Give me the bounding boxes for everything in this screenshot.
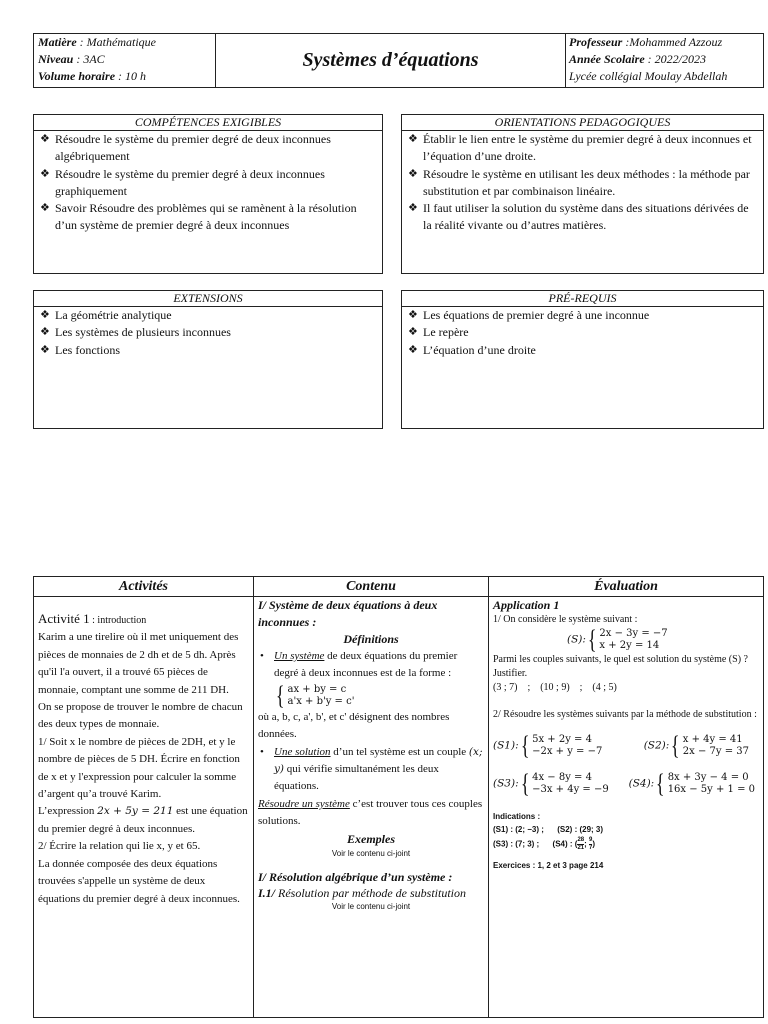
list-item: ❖ Résoudre le système du premier degré de deux inconnues algébriquement (40, 132, 331, 164)
list-item: ❖ Établir le lien entre le système du premier degré à deux inconnues et l’équation d’une droite. (408, 132, 752, 164)
couples-list: (3 ; 7) ; (10 ; 9) ; (4 ; 5) (493, 682, 617, 693)
header-contenu: Contenu (254, 577, 489, 597)
orientations-title: ORIENTATIONS PEDAGOGIQUES (402, 115, 763, 131)
extensions-panel (33, 290, 383, 429)
list-item: ❖ Résoudre le système en utilisant les deux méthodes : la méthode par substitution et par combinaison linéaire. (408, 166, 750, 198)
diamond-bullet-icon: ❖ (40, 343, 50, 356)
diamond-bullet-icon: ❖ (40, 326, 50, 339)
matiere-value: : Mathématique (76, 35, 156, 49)
activite-paragraph: On se propose de trouver le nombre de chacun des deux types de monnaie. (38, 701, 243, 731)
extensions-list (34, 307, 382, 359)
bullet-icon: • (260, 745, 264, 758)
activite-title-sub: : introduction (89, 615, 147, 626)
list-item: ❖ L’équation d’une droite (406, 342, 759, 359)
general-system: { ax + by = c a'x + b'y = c' (275, 680, 355, 710)
matiere-label: Matière (38, 35, 77, 49)
prerequis-panel (401, 290, 764, 429)
activite-paragraph: L’expression 2x + 5y = 211 est une équation du premier degré à deux inconnues. (38, 805, 248, 835)
indication-line: (S1) : (2; −3) ; (S2) : (29; 3) (493, 825, 604, 834)
activite-title-main: Activité 1 (38, 611, 90, 626)
list-item: ❖ Les équations de premier degré à une inconnue (406, 307, 759, 324)
header-activites: Activités (34, 577, 254, 597)
question-2: 2/ Résoudre les systèmes suivants par la méthode de substitution : (493, 709, 757, 720)
annee-label: Année Scolaire (569, 52, 645, 66)
volume-value: : 10 h (115, 69, 147, 83)
system-s: (S): { 2x − 3y = −7 x + 2y = 14 (567, 625, 668, 654)
activite-title (38, 610, 249, 629)
application-title: Application 1 (493, 598, 560, 612)
diamond-bullet-icon: ❖ (408, 133, 418, 145)
header-right (565, 34, 763, 87)
exercices-reference: Exercices : 1, 2 et 3 page 214 (493, 861, 604, 870)
professeur-value: :Mohammed Azzouz (622, 35, 723, 49)
header-evaluation: Évaluation (489, 577, 763, 597)
definition-item: • Une solution d’un tel système est un couple (x; y) qui vérifie simultanément les deux équations. (260, 745, 483, 793)
diamond-bullet-icon: ❖ (408, 202, 418, 215)
list-item: ❖ La géométrie analytique (38, 307, 378, 324)
diamond-bullet-icon: ❖ (40, 202, 50, 215)
contenu-column (254, 597, 489, 1017)
diamond-bullet-icon: ❖ (40, 309, 50, 321)
competences-list (34, 131, 382, 235)
systems-row (493, 771, 759, 797)
diamond-bullet-icon: ❖ (408, 167, 418, 180)
activite-paragraph: 2/ Écrire la relation qui lie x, y et 65. (38, 840, 201, 853)
prerequis-title: PRÉ-REQUIS (402, 291, 763, 307)
diamond-bullet-icon: ❖ (408, 343, 418, 356)
voir-contenu-link: Voir le contenu ci-joint (331, 902, 411, 912)
list-item: ❖ Le repère (406, 324, 759, 341)
orientations-panel (401, 114, 764, 274)
list-item: ❖ Résoudre le système du premier degré à deux inconnues graphiquement (40, 166, 325, 198)
definition-item: Résoudre un système c’est trouver tous ces couples solutions. (258, 797, 483, 828)
list-item: ❖ Les fonctions (38, 342, 378, 359)
bullet-icon: • (260, 650, 264, 662)
list-item: ❖ Il faut utiliser la solution du système dans des situations dérivées de la réalité vivante ou d’autres matières. (408, 201, 749, 233)
system-s4: (S4): { 8x + 3y − 4 = 0 16x − 5y + 1 = 0 (628, 769, 755, 798)
activite-paragraph: 1/ Soit x le nombre de pièces de 2DH, et y le nombre de pièces de 5 DH. Écrire en fonction de x et y l'expression pour calculer la somme d’argent qu’a trouvé Karim. (38, 735, 240, 801)
orientations-list (402, 131, 763, 235)
definition-after: où a, b, c, a', b', et c' désignent des nombres données. (258, 710, 450, 741)
diamond-bullet-icon: ❖ (408, 326, 418, 339)
header-box (33, 33, 764, 88)
page-title: Systèmes d’équations (302, 49, 479, 71)
system-s2: (S2): { x + 4y = 41 2x − 7y = 37 (643, 731, 749, 760)
system-s1: (S1): { 5x + 2y = 4 −2x + y = −7 (493, 731, 603, 760)
definitions-heading: Définitions (343, 632, 399, 646)
subsection-title: I.1/ Résolution par méthode de substitution (258, 886, 467, 901)
annee-value: : 2022/2023 (644, 52, 707, 66)
exemples-heading: Exemples (347, 831, 395, 846)
indications-heading: Indications : (493, 812, 541, 821)
volume-label: Volume horaire (38, 69, 116, 83)
extensions-title: EXTENSIONS (34, 291, 382, 307)
diamond-bullet-icon: ❖ (408, 309, 418, 321)
diamond-bullet-icon: ❖ (40, 167, 50, 180)
niveau-label: Niveau (38, 52, 74, 66)
evaluation-column (489, 597, 763, 1017)
activite-paragraph: Karim a une tirelire où il met uniquement des pièces de monnaies de 2 dh et de 5 dh. Après qu'il l'a ouvert, il a trouvé 65 pièces de monnaie, comptant une somme de 211 DH. (38, 631, 239, 696)
header-left (34, 34, 216, 87)
activites-column (34, 597, 254, 1017)
lycee-name: Lycée collégial Moulay Abdellah (569, 69, 728, 83)
activite-paragraph: La donnée composée des deux équations trouvées s'appelle un système de deux équations du premier degré à deux inconnues. (38, 857, 240, 905)
definition-item: • Un système de deux équations du premier degré à deux inconnues est de la forme : (260, 650, 458, 680)
niveau-value: : 3AC (73, 52, 105, 66)
prerequis-list (402, 307, 763, 359)
question-1: 1/ On considère le système suivant : (493, 614, 638, 625)
systems-row (493, 733, 759, 759)
indication-line: (S3) : (7; 3) ; (S4) : ( $\frac{28}{21}$ ; $\frac{9}{7}$ ) (493, 837, 596, 851)
question-1b: Parmi les couples suivants, le quel est solution du système (S) ? Justifier. (493, 654, 748, 679)
voir-contenu-link: Voir le contenu ci-joint (331, 849, 411, 859)
competences-title: COMPÉTENCES EXIGIBLES (34, 115, 382, 131)
system-s3: (S3): { 4x − 8y = 4 −3x + 4y = −9 (493, 769, 609, 798)
lesson-table (33, 576, 764, 1018)
section-title: I/ Résolution algébrique d’un système : (258, 870, 453, 885)
competences-panel (33, 114, 383, 274)
list-item: ❖ Savoir Résoudre des problèmes qui se ramènent à la résolution d’un système de premier degré à deux inconnues (40, 201, 357, 233)
professeur-label: Professeur (569, 35, 623, 49)
list-item: ❖ Les systèmes de plusieurs inconnues (38, 324, 378, 341)
section-title: I/ Système de deux équations à deux inconnues : (258, 598, 438, 629)
diamond-bullet-icon: ❖ (40, 133, 50, 145)
